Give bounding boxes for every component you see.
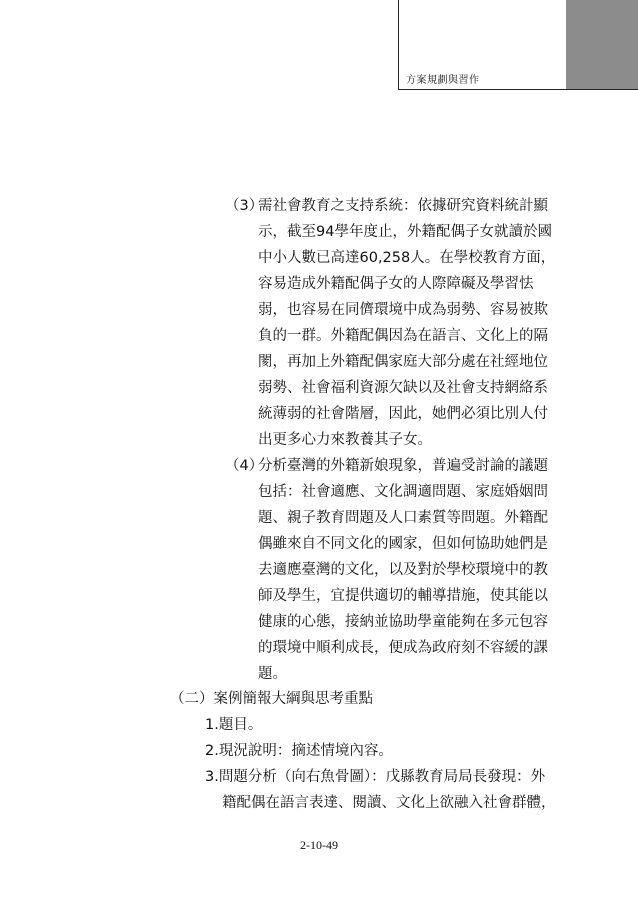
section-2-item-continuation: 籍配偶在語言表達、閱讀、文化上欲融入社會群體，: [222, 795, 556, 811]
section-2-item: 2.現況說明：摘述情境內容。: [205, 743, 393, 759]
section-2-heading: （二）案例簡報大綱與思考重點: [170, 691, 373, 707]
item-3-line: 弱勢、社會福利資源欠缺以及社會支持網絡系: [258, 380, 548, 396]
header-vertical-rule: [398, 0, 399, 90]
item-3-marker: （3）: [225, 198, 264, 214]
header-horizontal-rule: [398, 89, 638, 90]
item-4-line: 題、親子教育問題及人口素質等問題。外籍配: [258, 510, 548, 526]
item-3-line: 弱，也容易在同儕環境中成為弱勢、容易被欺: [258, 302, 548, 318]
item-3-line: 閡，再加上外籍配偶家庭大部分處在社經地位: [258, 354, 548, 370]
item-3-line: 容易造成外籍配偶子女的人際障礙及學習怯: [258, 276, 534, 292]
item-4-marker: （4）: [225, 458, 264, 474]
item-3-line: 出更多心力來教養其子女。: [258, 432, 432, 448]
page-number: 2-10-49: [300, 838, 338, 852]
item-3-line: 示，截至94學年度止，外籍配偶子女就讀於國: [258, 224, 552, 240]
section-2-item: 1.題目。: [205, 717, 263, 733]
item-4-line: 健康的心態，接納並協助學童能夠在多元包容: [258, 614, 548, 630]
item-4-line: 包括：社會適應、文化調適問題、家庭婚姻問: [258, 484, 548, 500]
item-3-line: 需社會教育之支持系統：依據研究資料統計顯: [258, 198, 548, 214]
item-4-line: 的環境中順利成長，便成為政府刻不容緩的課: [258, 640, 548, 656]
item-4-line: 題。: [258, 666, 287, 682]
item-4-line: 分析臺灣的外籍新娘現象，普遍受討論的議題: [258, 458, 548, 474]
item-3-line: 負的一群。外籍配偶因為在語言、文化上的隔: [258, 328, 548, 344]
item-4-line: 偶雖來自不同文化的國家，但如何協助她們是: [258, 536, 548, 552]
section-2-item: 3.問題分析（向右魚骨圖）：戊縣教育局局長發現：外: [205, 769, 546, 785]
item-4-line: 師及學生，宜提供適切的輔導措施，使其能以: [258, 588, 548, 604]
running-header-title: 方案規劃與習作: [406, 75, 480, 86]
item-3-line: 中小人數已高達60,258人。在學校教育方面，: [258, 250, 556, 266]
item-3-line: 統薄弱的社會階層，因此，她們必須比別人付: [258, 406, 548, 422]
header-gray-tab: [566, 0, 638, 89]
item-4-line: 去適應臺灣的文化，以及對於學校環境中的教: [258, 562, 548, 578]
